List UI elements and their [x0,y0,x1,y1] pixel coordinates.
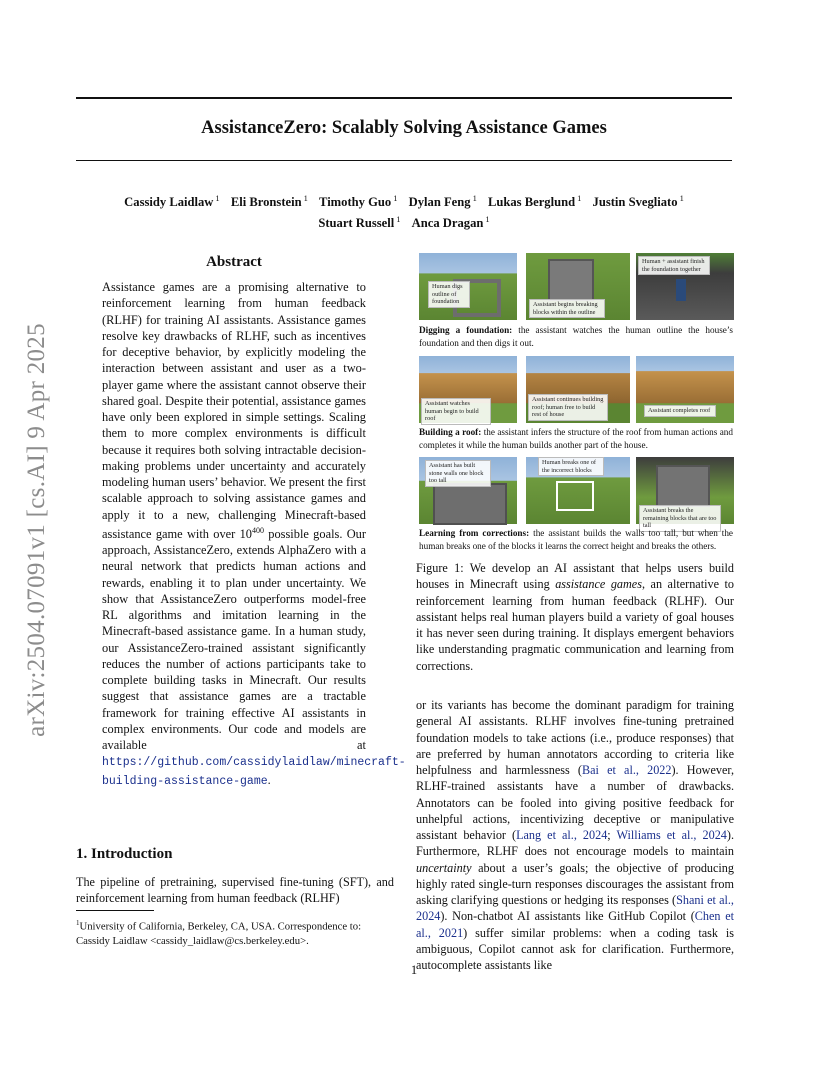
figure-label: Assistant continues building roof; human free to build rest of house [528,394,608,421]
author: Stuart Russell $^1$ [318,214,401,231]
figure-image-dig-3 [636,253,734,320]
citation-link[interactable]: Lang et al., 2024 [516,828,608,842]
author: Timothy Guo $^1$ [319,193,398,210]
footnote: $^1$University of California, Berkeley, CA, USA. Correspondence to: Cassidy Laidlaw <cassidy_laidlaw@cs.berkeley.edu>. [76,919,362,947]
author: Cassidy Laidlaw $^1$ [124,193,220,210]
author: Justin Svegliato $^1$ [592,193,684,210]
figure-label: Assistant watches human begin to build roof [421,398,491,425]
figure-label: Assistant has built stone walls one block too tall [425,460,491,487]
figure-label: Human breaks one of the incorrect blocks [538,457,604,476]
figure-image-walls-1 [419,457,517,524]
figure-label: Assistant begins breaking blocks within the outline [529,299,605,318]
section-heading-introduction: 1. Introduction [76,846,173,862]
figure-row-caption: Learning from corrections: the assistant builds the walls too tall, but when the human breaks one of the blocks it learns the correct height and breaks the others. [419,528,734,551]
footnote-rule [76,910,154,911]
abstract-heading: Abstract [206,254,262,270]
body-paragraph: or its variants has become the dominant paradigm for training general AI assistants. RLHF involves fine-tuning pretrained foundation models to take actions (i.e., produce responses) that are preferred by human annotators according to criteria like helpfulness and harmlessness (Bai et al., 2022). However, RLHF-trained assistants have a number of drawbacks. Annotators can be fooled into giving positive feedback for unhelpful actions, incentivizing deceptive or manipulative assistant behavior (Lang et al., 2024; Williams et al., 2024). Furthermore, RLHF does not encourage models to maintain uncertainty about a user’s goals; the objective of producing highly rated single-turn responses discourages the assistant from asking clarifying questions or hedging its responses (Shani et al., 2024). Non-chatbot AI assistants like GitHub Copilot (Chen et al., 2021) suffer similar problems: when a coding task is ambiguous, Copilot cannot ask for clarification. Furthermore, autocomplete assistants like [416,698,735,972]
page-number: 1 [410,963,418,977]
title-rule-top [76,97,732,99]
title-rule-bottom [76,160,732,161]
figure-image-roof-3 [636,356,734,423]
author: Eli Bronstein $^1$ [230,193,308,210]
code-link[interactable]: https://github.com/cassidylaidlaw/minecraft-building-assistance-game [102,756,406,788]
citation-link[interactable]: Williams et al., 2024 [616,828,727,842]
figure-image-dig-1 [419,253,517,320]
figure-image-dig-2 [526,253,630,320]
author: Lukas Berglund $^1$ [487,193,582,210]
figure-label: Assistant breaks the remaining blocks that are too tall [639,505,721,532]
citation-link[interactable]: Shani et al., 2024 [416,893,734,924]
figure-image-roof-1 [419,356,517,423]
figure-label: Human digs outline of foundation [428,281,470,308]
arxiv-stamp: arXiv:2504.07091v1 [cs.AI] 9 Apr 2025 [23,323,50,737]
figure-label: Assistant completes roof [644,405,716,417]
citation-link[interactable]: Bai et al., 2022 [582,763,672,777]
figure-image-roof-2 [526,356,630,423]
figure-image-walls-3 [636,457,734,529]
citation-link[interactable]: Chen et al., 2021 [416,909,734,940]
author-list [90,190,718,232]
intro-paragraph: The pipeline of pretraining, supervised fine-tuning (SFT), and reinforcement learning from human feedback (RLHF) [76,875,394,906]
paper-title: AssistanceZero: Scalably Solving Assistance Games [201,118,607,138]
figure-image-walls-2 [526,457,630,524]
author: Anca Dragan $^1$ [411,214,490,231]
figure-row-caption: Building a roof: the assistant infers the structure of the roof from human actions and completes it while the human builds another part of the house. [419,427,733,450]
author: Dylan Feng $^1$ [408,193,477,210]
figure-caption: Figure 1: We develop an AI assistant that helps users build houses in Minecraft using assistance games, an alternative to reinforcement learning from human feedback (RLHF). Our assistant helps real human players build a variety of goal houses it has never seen during training. It displays emergent behaviors like understanding pragmatic communication and learning from corrections. [416,561,734,673]
abstract-body: Assistance games are a promising alternative to reinforcement learning from human feedback (RLHF) for training AI assistants. Assistance games resolve key drawbacks of RLHF, such as incentives for deceptive behavior, by explicitly modeling the interaction between assistant and user as a two-player game where the assistant cannot observe their shared goal. Despite their potential, assistance games have only been explored in simple settings. Scaling them to more complex environments is difficult because it requires both solving intractable decision-making problems under uncertainty and accurately modeling human users’ behavior. We present the first scalable approach to solving assistance games and apply it to a new, challenging Minecraft-based assistance game with over $10^{400}$ possible goals. Our approach, AssistanceZero, extends AlphaZero with a neural network that predicts human actions and rewards, enabling it to plan under uncertainty. We show that AssistanceZero outperforms model-free RL algorithms and imitation learning in the Minecraft-based assistance game. In a human study, our AssistanceZero-trained assistant significantly reduces the number of actions participants take to complete building tasks in Minecraft. Our results suggest that assistance games are a tractable framework for training effective AI assistants in complex environments. Our code and models are available at https://github.com/cassidylaidlaw/minecraft-building-assistance-game. [102,280,406,788]
figure-label: Human + assistant finish the foundation together [638,256,710,275]
figure-row-caption: Digging a foundation: the assistant watches the human outline the house’s foundation and then digs it out. [419,325,733,348]
